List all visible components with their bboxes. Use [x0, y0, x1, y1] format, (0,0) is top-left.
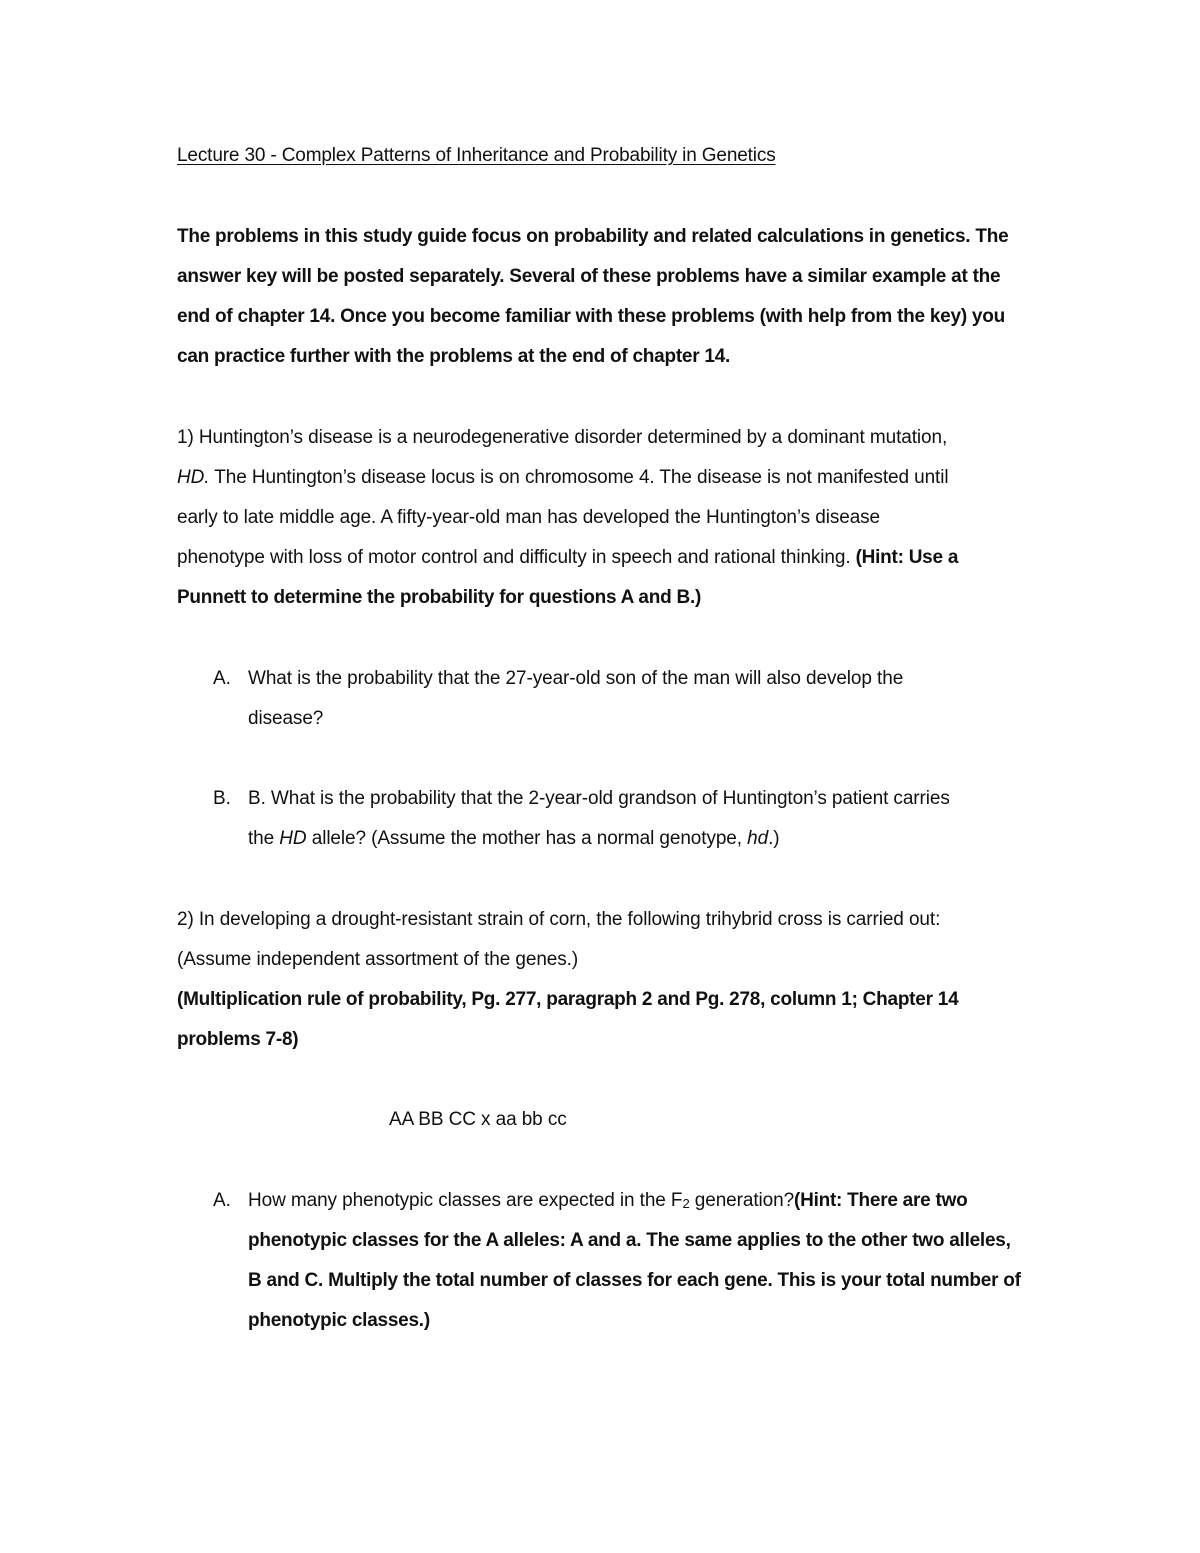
q1b-text-c: .) [768, 828, 780, 849]
q1-line-4 [177, 546, 958, 570]
q1b-hd2-italic: hd [747, 828, 769, 849]
q1a-line-2: disease? [248, 708, 324, 729]
q1b-text-a: the [248, 828, 280, 849]
q1a-line-1: What is the probability that the 27-year-old son of the man will also develop the [248, 668, 904, 689]
intro-line-3: end of chapter 14. Once you become familiar with these problems (with help from the key) you [177, 306, 1005, 327]
q1-line-4-text: phenotype with loss of motor control and difficulty in speech and rational thinking. [177, 547, 851, 568]
q1a-marker: A. [213, 668, 231, 689]
q2a-subscript: 2 [682, 1196, 690, 1211]
page-title: Lecture 30 - Complex Patterns of Inheritance and Probability in Genetics [177, 145, 776, 166]
q2-line-1: 2) In developing a drought-resistant strain of corn, the following trihybrid cross is carried out: [177, 909, 941, 930]
q2a-hint-start: (Hint: There are two [794, 1190, 968, 1211]
q2a-line-1 [248, 1189, 967, 1213]
q2a-line-4: phenotypic classes.) [248, 1310, 430, 1331]
q1-line-3: early to late middle age. A fifty-year-old man has developed the Huntington’s disease [177, 507, 881, 528]
q1b-line-2 [248, 827, 779, 851]
intro-line-4: can practice further with the problems at the end of chapter 14. [177, 346, 731, 367]
intro-line-1: The problems in this study guide focus on probability and related calculations in genetics. The [177, 226, 1009, 247]
q1b-text-b: allele? (Assume the mother has a normal genotype, [306, 828, 748, 849]
q1-hint-end: Punnett to determine the probability for questions A and B.) [177, 587, 702, 608]
q2-ref-line-1: (Multiplication rule of probability, Pg. 277, paragraph 2 and Pg. 278, column 1; Chapter 14 [177, 989, 959, 1010]
q1b-marker: B. [213, 788, 231, 809]
trihybrid-cross: AA BB CC x aa bb cc [389, 1109, 567, 1130]
intro-line-2: answer key will be posted separately. Several of these problems have a similar example at the [177, 266, 1001, 287]
q2a-line-2: phenotypic classes for the A alleles: A and a. The same applies to the other two alleles, [248, 1230, 1011, 1251]
q2-ref-line-2: problems 7-8) [177, 1029, 299, 1050]
q1-line-2 [177, 466, 948, 490]
q2a-line-3: B and C. Multiply the total number of classes for each gene. This is your total number of [248, 1270, 1021, 1291]
q1b-hd-italic: HD [279, 828, 307, 849]
q2a-text-2: generation? [689, 1190, 795, 1211]
q1-hd-italic: HD. [177, 467, 210, 488]
q1-line-2-text: The Huntington’s disease locus is on chromosome 4. The disease is not manifested until [209, 467, 949, 488]
q1b-line-1: B. What is the probability that the 2-year-old grandson of Huntington’s patient carries [248, 788, 950, 809]
q2-line-2: (Assume independent assortment of the genes.) [177, 949, 579, 970]
q1-hint-start: (Hint: Use a [850, 547, 959, 568]
q2a-marker: A. [213, 1190, 231, 1211]
q1-line-1: 1) Huntington’s disease is a neurodegenerative disorder determined by a dominant mutation, [177, 427, 948, 448]
q2a-text: How many phenotypic classes are expected in the F [248, 1190, 683, 1211]
